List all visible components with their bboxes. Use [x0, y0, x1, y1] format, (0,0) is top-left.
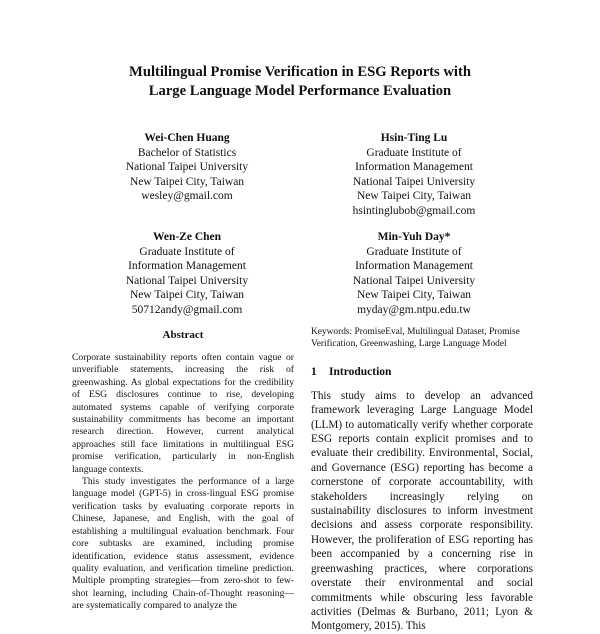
author-affiliation: New Taipei City, Taiwan: [129, 289, 245, 301]
author-name: Wen-Ze Chen: [152, 231, 222, 243]
abstract-heading: Abstract: [162, 329, 204, 341]
author-affiliation: New Taipei City, Taiwan: [356, 289, 472, 301]
section-number: 1: [311, 365, 317, 378]
author-affiliation: National Taipei University: [125, 161, 249, 173]
author-email: myday@gm.ntpu.edu.tw: [357, 303, 471, 316]
author-affiliation: Graduate Institute of: [139, 245, 235, 258]
author-block-1: [82, 131, 292, 204]
author-email: hsintinglubob@gmail.com: [352, 204, 476, 217]
title-line-2: Large Language Model Performance Evaluation: [148, 83, 452, 99]
author-name: Min-Yuh Day*: [377, 231, 451, 243]
author-block-4: [309, 230, 519, 317]
title-line-1: Multilingual Promise Verification in ESG Reports with: [129, 64, 471, 80]
author-block-2: [309, 131, 519, 218]
author-affiliation: New Taipei City, Taiwan: [129, 175, 245, 188]
author-email: wesley@gmail.com: [141, 190, 233, 202]
author-affiliation: Bachelor of Statistics: [137, 146, 237, 159]
paper-title: [60, 63, 540, 101]
author-affiliation: National Taipei University: [352, 175, 476, 188]
author-block-3: [82, 230, 292, 317]
section-title: Introduction: [329, 365, 392, 378]
introduction-paragraph: This study aims to develop an advanced framework leveraging Large Language Model (LLM) to automatically verify whether corporate ESG reports contain explicit promises and to evaluate their credibility. Environmental, Social, and Governance (ESG) reporting has become a cornerstone of corporate accountability, with stakeholders increasingly relying on sustainability disclosures to inform investment decisions and assess corporate responsibility. However, the proliferation of ESG reporting has been accompanied by a concerning rise in greenwashing practices, where corporations overstate their environmental and social commitments while obscuring less favorable activities (Delmas & Burbano, 2011; Lyon & Montgomery, 2015). This: [311, 389, 533, 633]
keywords: Keywords: PromiseEval, Multilingual Dataset, Promise Verification, Greenwashing, Large Language Model: [311, 327, 520, 350]
abstract-section: [72, 328, 294, 613]
author-affiliation: Information Management: [355, 161, 473, 173]
abstract-paragraph-1: Corporate sustainability reports often contain vague or unverifiable statements, increasing the risk of greenwashing. As global expectations for the credibility of ESG disclosures continue to rise, developing automated systems capable of verifying corporate sustainability commitments has become an important research direction. However, current analytical approaches still face limitations in multilingual ESG promise verification, particularly in non-English language contexts.: [72, 352, 294, 475]
right-column: [311, 326, 533, 634]
author-name: Hsin-Ting Lu: [380, 132, 448, 144]
abstract-paragraph-2: This study investigates the performance of a large language model (GPT-5) in cross-lingual ESG promise verification tasks by evaluating corporate reports in Chinese, Japanese, and English, with the goal of establishing a multilingual evaluation benchmark. Four core subtasks are examined, including promise identification, evidence status assessment, evidence quality evaluation, and verification timeline prediction. Multiple prompting strategies—from zero-shot to few-shot learning, including Chain-of-Thought reasoning—are systematically compared to analyze the: [72, 476, 294, 612]
author-affiliation: Graduate Institute of: [366, 245, 462, 258]
author-email: 50712andy@gmail.com: [131, 303, 243, 316]
author-affiliation: Information Management: [128, 260, 246, 272]
author-name: Wei-Chen Huang: [144, 132, 230, 144]
author-affiliation: National Taipei University: [125, 274, 249, 287]
author-affiliation: Graduate Institute of: [366, 146, 462, 159]
author-affiliation: New Taipei City, Taiwan: [356, 190, 472, 202]
author-affiliation: Information Management: [355, 260, 473, 272]
section-heading-introduction: [311, 365, 533, 379]
author-affiliation: National Taipei University: [352, 274, 476, 287]
